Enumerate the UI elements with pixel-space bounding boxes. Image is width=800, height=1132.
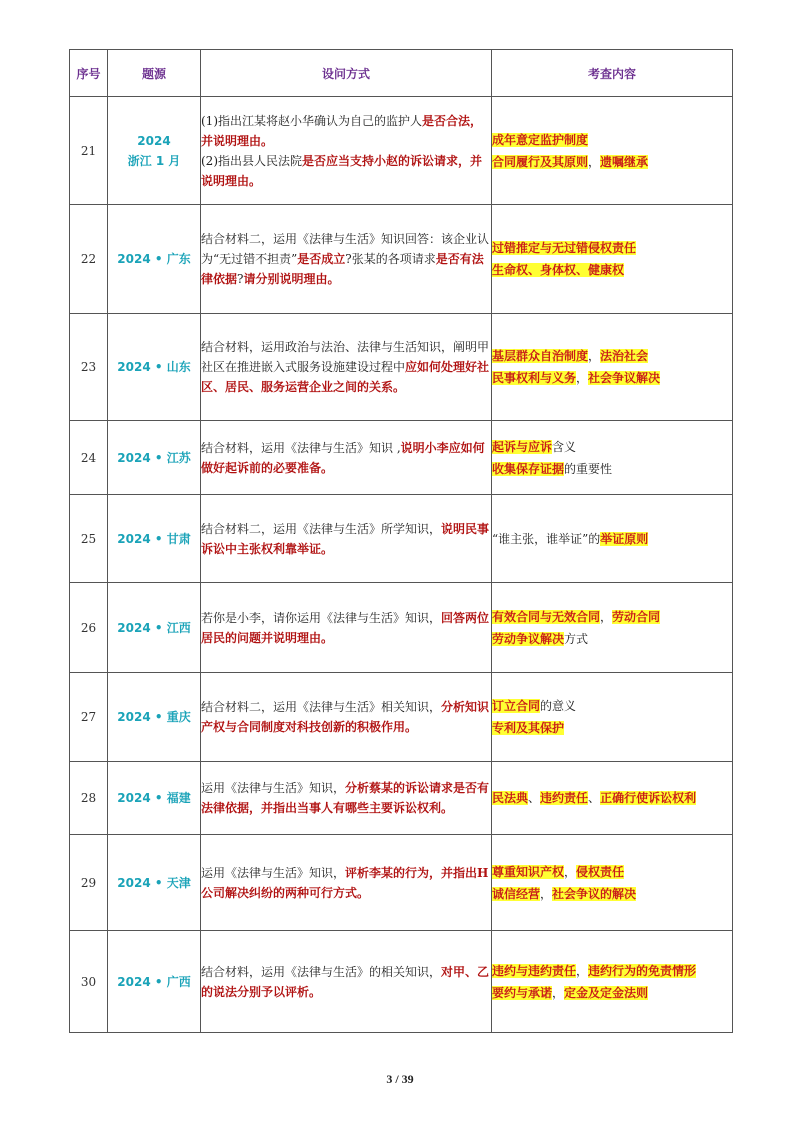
exam-content xyxy=(492,931,733,1033)
knowledge-line xyxy=(492,787,732,809)
table-row xyxy=(70,762,733,835)
knowledge-point: 法治社会 xyxy=(600,349,649,363)
question-text: 结合材料二，运用《法律与生活》相关知识， xyxy=(201,700,442,714)
question-source xyxy=(108,421,201,495)
knowledge-text: ， xyxy=(588,154,601,169)
knowledge-point: 定金及定金法则 xyxy=(564,985,649,1000)
question-text: 结合材料，运用《法律与生活》知识 , xyxy=(201,440,401,455)
knowledge-point: 订立合同 xyxy=(492,699,541,713)
knowledge-text: 的意义 xyxy=(540,699,577,713)
knowledge-point: 民事权利与义务 xyxy=(492,371,577,385)
knowledge-point: 违约行为的免责情形 xyxy=(588,963,697,978)
knowledge-point: 正确行使诉讼权利 xyxy=(600,791,697,805)
question-line xyxy=(201,863,491,903)
knowledge-line xyxy=(492,259,732,281)
question-emphasis: 分析知识产权与合同制度对科技创新的积极作用。 xyxy=(201,700,490,734)
question-line xyxy=(201,778,491,818)
exam-content xyxy=(492,205,733,314)
question-style xyxy=(201,762,492,835)
header-row xyxy=(70,50,733,97)
question-emphasis: 是否应当支持小赵的诉讼请求，并说明理由。 xyxy=(201,153,483,188)
knowledge-text: 含义 xyxy=(552,439,577,454)
question-text: ?张某的各项请求 xyxy=(345,252,436,266)
table-row xyxy=(70,583,733,673)
table-row xyxy=(70,314,733,421)
source-line: 2024 • 福建 xyxy=(117,791,191,805)
header-number: 序号 xyxy=(70,50,108,97)
question-emphasis: 应如何处理好社区、居民、服务运营企业之间的关系。 xyxy=(201,360,490,394)
table-row xyxy=(70,421,733,495)
exam-content xyxy=(492,835,733,931)
knowledge-line xyxy=(492,528,732,550)
row-number: 21 xyxy=(70,97,108,205)
exam-content xyxy=(492,495,733,583)
knowledge-point: 要约与承诺 xyxy=(492,985,553,1000)
question-text: 若你是小李，请你运用《法律与生活》知识， xyxy=(201,610,442,625)
knowledge-point: 过错推定与无过错侵权责任 xyxy=(492,241,637,255)
header-question-style: 设问方式 xyxy=(201,50,492,97)
knowledge-line xyxy=(492,367,732,389)
question-style xyxy=(201,97,492,205)
knowledge-text: ， xyxy=(540,886,553,901)
knowledge-line xyxy=(492,606,732,628)
question-text: 结合材料二，运用《法律与生活》知识回答：该企业认为“无过错不担责” xyxy=(201,232,490,266)
knowledge-point: 成年意定监护制度 xyxy=(492,132,589,147)
knowledge-point: 专利及其保护 xyxy=(492,721,565,735)
knowledge-line xyxy=(492,458,732,480)
source-line: 2024 • 甘肃 xyxy=(117,531,191,546)
knowledge-point: 违约责任 xyxy=(540,791,589,805)
knowledge-line xyxy=(492,628,732,650)
knowledge-point: 收集保存证据 xyxy=(492,461,565,476)
knowledge-point: 有效合同与无效合同 xyxy=(492,609,601,624)
knowledge-point: 合同履行及其原则 xyxy=(492,154,589,169)
table-row xyxy=(70,931,733,1033)
source-line: 2024 • 江苏 xyxy=(117,450,191,465)
exam-content xyxy=(492,421,733,495)
knowledge-text: ， xyxy=(564,864,577,879)
knowledge-point: 基层群众自治制度 xyxy=(492,349,589,363)
row-number: 30 xyxy=(70,931,108,1033)
knowledge-point: 民法典 xyxy=(492,791,529,805)
question-style xyxy=(201,931,492,1033)
knowledge-point: 尊重知识产权 xyxy=(492,864,565,879)
question-text: 运用《法律与生活》知识， xyxy=(201,781,346,795)
question-source xyxy=(108,495,201,583)
question-line xyxy=(201,337,491,397)
question-source xyxy=(108,97,201,205)
knowledge-line xyxy=(492,883,732,905)
knowledge-line xyxy=(492,436,732,458)
knowledge-text: 、 xyxy=(528,791,541,805)
knowledge-line xyxy=(492,345,732,367)
exam-content xyxy=(492,97,733,205)
question-style xyxy=(201,495,492,583)
question-emphasis: 请分别说明理由。 xyxy=(243,272,340,286)
question-line xyxy=(201,519,491,559)
question-text: (2)指出县人民法院 xyxy=(201,153,302,168)
exam-content xyxy=(492,762,733,835)
question-text: (1)指出江某将赵小华确认为自己的监护人 xyxy=(201,113,422,128)
row-number: 27 xyxy=(70,673,108,762)
question-style xyxy=(201,205,492,314)
source-line: 2024 • 江西 xyxy=(117,620,191,635)
question-style xyxy=(201,673,492,762)
question-line xyxy=(201,151,491,191)
row-number: 24 xyxy=(70,421,108,495)
row-number: 29 xyxy=(70,835,108,931)
question-source xyxy=(108,835,201,931)
knowledge-text: “谁主张，谁举证”的 xyxy=(492,531,601,546)
question-line xyxy=(201,111,491,151)
question-emphasis: 评析李某的行为，并指出H公司解决纠纷的两种可行方式。 xyxy=(201,865,489,900)
question-source xyxy=(108,583,201,673)
question-source xyxy=(108,314,201,421)
knowledge-point: 举证原则 xyxy=(600,531,649,546)
knowledge-point: 社会争议的解决 xyxy=(552,886,637,901)
question-emphasis: 对甲、乙的说法分别予以评析。 xyxy=(201,964,490,999)
question-line xyxy=(201,608,491,648)
table-row xyxy=(70,205,733,314)
knowledge-text: 、 xyxy=(588,791,601,805)
question-style xyxy=(201,835,492,931)
question-text: 运用《法律与生活》知识， xyxy=(201,865,346,880)
row-number: 25 xyxy=(70,495,108,583)
knowledge-text: ， xyxy=(552,985,565,1000)
table-row xyxy=(70,495,733,583)
question-text: ? xyxy=(237,272,244,286)
question-line xyxy=(201,229,491,289)
question-text: 结合材料，运用《法律与生活》的相关知识， xyxy=(201,964,442,979)
knowledge-line xyxy=(492,960,732,982)
knowledge-line xyxy=(492,695,732,717)
knowledge-line xyxy=(492,861,732,883)
question-line xyxy=(201,962,491,1002)
header-source: 题源 xyxy=(108,50,201,97)
question-source xyxy=(108,931,201,1033)
knowledge-point: 社会争议解决 xyxy=(588,371,661,385)
knowledge-point: 生命权、身体权、健康权 xyxy=(492,263,625,277)
knowledge-point: 起诉与应诉 xyxy=(492,439,553,454)
exam-content xyxy=(492,583,733,673)
question-emphasis: 是否有法律依据 xyxy=(201,252,484,286)
question-emphasis: 说明小李应如何做好起诉前的必要准备。 xyxy=(201,440,485,475)
question-emphasis: 是否合法，并说明理由。 xyxy=(201,113,483,148)
question-source xyxy=(108,205,201,314)
table-row xyxy=(70,835,733,931)
source-line: 2024 • 广西 xyxy=(117,974,191,989)
knowledge-text: ， xyxy=(588,349,601,363)
source-line: 2024 • 重庆 xyxy=(117,710,191,724)
question-emphasis: 是否成立 xyxy=(297,252,346,266)
row-number: 26 xyxy=(70,583,108,673)
knowledge-text: ， xyxy=(576,371,589,385)
knowledge-point: 诚信经营 xyxy=(492,886,541,901)
knowledge-line xyxy=(492,237,732,259)
header-content: 考查内容 xyxy=(492,50,733,97)
question-style xyxy=(201,421,492,495)
exam-content xyxy=(492,673,733,762)
knowledge-text: 方式 xyxy=(564,631,589,646)
question-source xyxy=(108,673,201,762)
knowledge-line xyxy=(492,717,732,739)
row-number: 22 xyxy=(70,205,108,314)
knowledge-text: ， xyxy=(576,963,589,978)
question-emphasis: 回答两位居民的问题并说明理由。 xyxy=(201,610,490,645)
page-number: 3 / 39 xyxy=(386,1072,414,1086)
exam-content xyxy=(492,314,733,421)
question-style xyxy=(201,583,492,673)
table-row xyxy=(70,97,733,205)
question-source xyxy=(108,762,201,835)
question-emphasis: 说明民事诉讼中主张权利靠举证。 xyxy=(201,521,490,556)
source-line: 2024 • 广东 xyxy=(117,252,191,266)
knowledge-point: 违约与违约责任 xyxy=(492,963,577,978)
knowledge-line xyxy=(492,151,732,173)
exam-table xyxy=(69,49,733,1033)
knowledge-text: ， xyxy=(600,609,613,624)
question-text: 结合材料二，运用《法律与生活》所学知识， xyxy=(201,521,442,536)
knowledge-point: 劳动合同 xyxy=(612,609,661,624)
source-line: 2024 • 天津 xyxy=(117,875,191,890)
knowledge-text: 的重要性 xyxy=(564,461,613,476)
knowledge-point: 劳动争议解决 xyxy=(492,631,565,646)
knowledge-line xyxy=(492,982,732,1004)
question-style xyxy=(201,314,492,421)
question-line xyxy=(201,438,491,478)
question-line xyxy=(201,697,491,737)
knowledge-line xyxy=(492,129,732,151)
source-line: 2024 • 山东 xyxy=(117,360,191,374)
table-row xyxy=(70,673,733,762)
row-number: 28 xyxy=(70,762,108,835)
knowledge-point: 侵权责任 xyxy=(576,864,625,879)
source-line: 2024 xyxy=(137,133,171,148)
source-line: 浙江 1 月 xyxy=(127,153,181,168)
knowledge-point: 遗嘱继承 xyxy=(600,154,649,169)
question-text: 结合材料，运用政治与法治、法律与生活知识，阐明甲社区在推进嵌入式服务设施建设过程中 xyxy=(201,340,490,374)
question-emphasis: 分析蔡某的诉讼请求是否有法律依据，并指出当事人有哪些主要诉讼权利。 xyxy=(201,781,490,815)
row-number: 23 xyxy=(70,314,108,421)
